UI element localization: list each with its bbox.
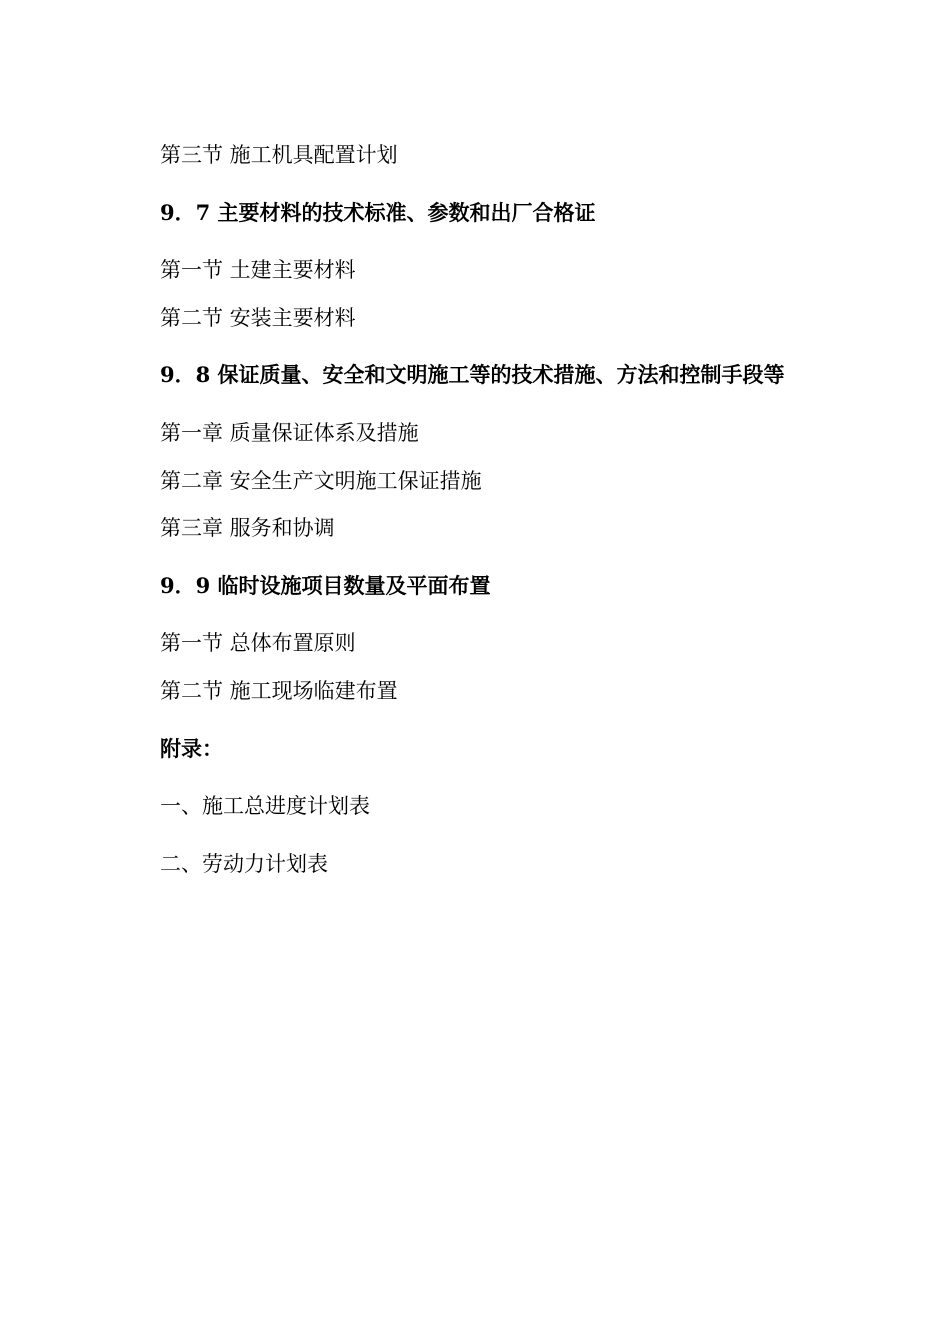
toc-entry-installation-materials: 第二节 安装主要材料: [160, 306, 356, 330]
toc-heading-appendix: 附录：: [160, 736, 223, 761]
toc-entry-layout-principles: 第一节 总体布置原则: [160, 631, 356, 655]
toc-heading-9-7: 9．7 主要材料的技术标准、参数和出厂合格证: [160, 200, 596, 225]
appendix-item-labor-plan: 二、劳动力计划表: [160, 852, 328, 876]
toc-entry-civil-materials: 第一节 土建主要材料: [160, 258, 356, 282]
toc-entry-service-coordination: 第三章 服务和协调: [160, 516, 335, 540]
toc-heading-9-8: 9．8 保证质量、安全和文明施工等的技术措施、方法和控制手段等: [160, 362, 785, 387]
toc-entry-site-temporary-buildings: 第二节 施工现场临建布置: [160, 679, 398, 703]
toc-entry-quality-system: 第一章 质量保证体系及措施: [160, 421, 419, 445]
toc-heading-9-9: 9．9 临时设施项目数量及平面布置: [160, 573, 491, 598]
toc-entry-safety-measures: 第二章 安全生产文明施工保证措施: [160, 469, 482, 493]
appendix-item-schedule: 一、施工总进度计划表: [160, 794, 370, 818]
toc-entry-section-3-equipment: 第三节 施工机具配置计划: [160, 143, 398, 167]
